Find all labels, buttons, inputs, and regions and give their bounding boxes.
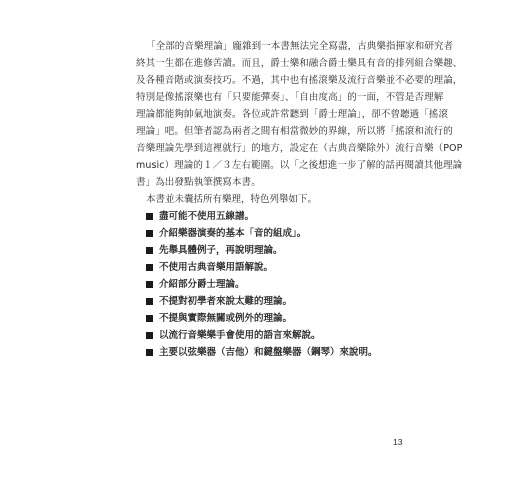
- feature-text: 不使用古典音樂用語解說。: [159, 262, 274, 273]
- intro-line: 音樂理論先學到這裡就行」的地方，設定在（古典音樂除外）流行音樂（POP: [136, 143, 463, 154]
- feature-text: 先舉具體例子，再說明理論。: [159, 245, 283, 256]
- feature-item: [136, 225, 426, 242]
- square-bullet-icon: [146, 264, 153, 271]
- square-bullet-icon: [146, 349, 153, 356]
- feature-text: 不提對初學者來說太難的理論。: [159, 296, 293, 307]
- feature-text: 主要以弦樂器（吉他）和鍵盤樂器（鋼琴）來說明。: [159, 347, 378, 358]
- feature-item: [136, 276, 426, 293]
- square-bullet-icon: [146, 213, 153, 220]
- page-number: 13: [393, 437, 403, 447]
- intro-line: 書」為出發點執筆撰寫本書。: [136, 177, 261, 188]
- feature-item: [136, 293, 426, 310]
- square-bullet-icon: [146, 247, 153, 254]
- feature-item: [136, 242, 426, 259]
- feature-text: 不提與實際無關或例外的理論。: [159, 313, 293, 324]
- intro-paragraph: [136, 38, 463, 191]
- feature-list: [136, 208, 426, 361]
- feature-item: [136, 259, 426, 276]
- square-bullet-icon: [146, 230, 153, 237]
- feature-item: [136, 208, 426, 225]
- intro-line: 「全部的音樂理論」龐雜到一本書無法完全寫盡，古典樂指揮家和研究者: [146, 41, 454, 52]
- feature-text: 盡可能不使用五線譜。: [159, 211, 255, 222]
- feature-text: 介紹樂器演奏的基本「音的組成」。: [159, 228, 307, 239]
- square-bullet-icon: [146, 332, 153, 339]
- features-section: [136, 191, 426, 361]
- feature-item: [136, 327, 426, 344]
- feature-item: [136, 344, 426, 361]
- features-intro: 本書並未囊括所有樂理，特色列舉如下。: [146, 194, 318, 205]
- intro-line: 理論」吧。但筆者認為兩者之間有相當微妙的界線，所以將「搖滾和流行的: [136, 126, 453, 137]
- intro-line: 終其一生都在進修苦讀。而且，爵士樂和融合爵士樂具有音的排列組合樂趣、: [136, 58, 463, 69]
- intro-line: 理論都能夠帥氣地演奏。各位或許常聽到「爵士理論」，卻不曾聽過「搖滾: [136, 109, 449, 120]
- square-bullet-icon: [146, 298, 153, 305]
- intro-line: 及各種音階或演奏技巧。不過，其中也有搖滾樂及流行音樂並不必要的理論，: [136, 75, 463, 86]
- feature-text: 以流行音樂樂手會使用的語言來解說。: [159, 330, 321, 341]
- square-bullet-icon: [146, 315, 153, 322]
- square-bullet-icon: [146, 281, 153, 288]
- intro-line: music）理論的１／３左右範圍。以「之後想進一步了解的話再閱讀其他理論: [136, 160, 463, 171]
- feature-text: 介紹部分爵士理論。: [159, 279, 245, 290]
- feature-item: [136, 310, 426, 327]
- intro-line: 特別是像搖滾樂也有「只要能彈奏」、「自由度高」的一面，不管是否理解: [136, 92, 444, 103]
